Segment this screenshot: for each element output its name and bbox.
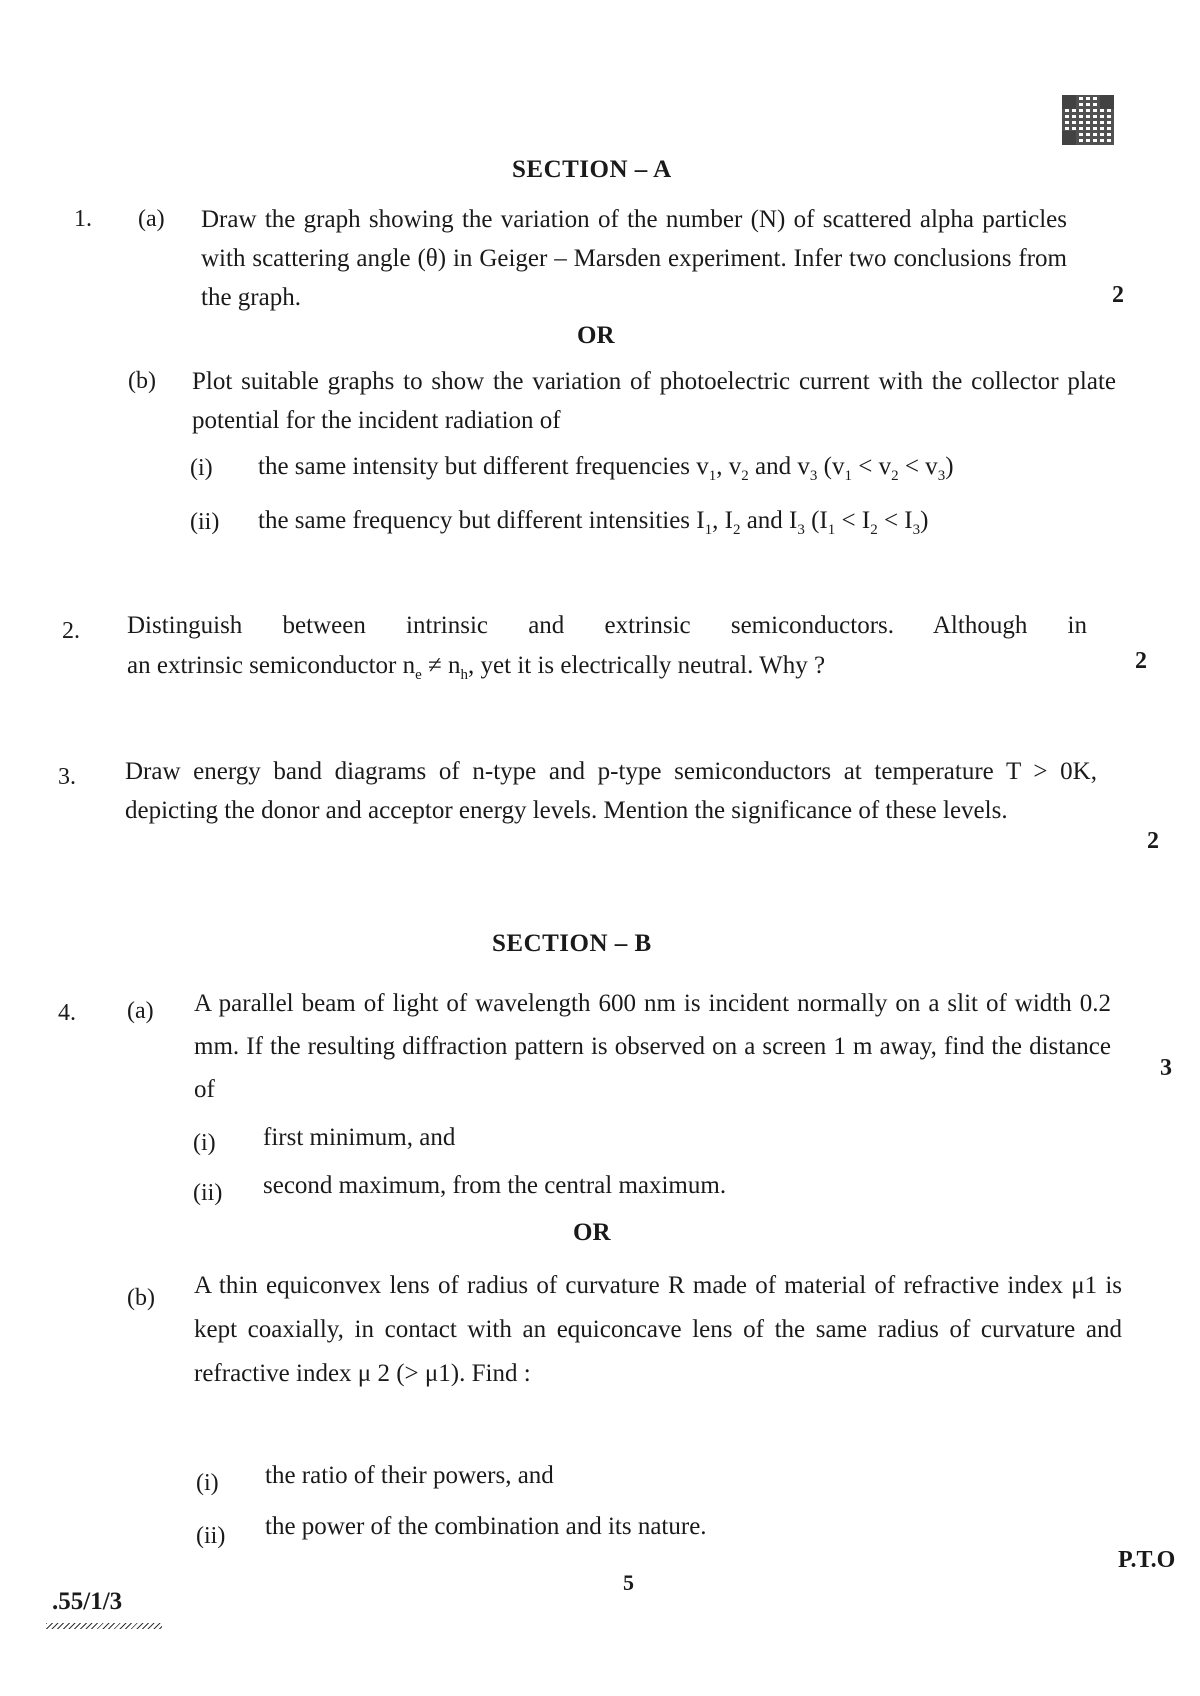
q2-number: 2. (62, 618, 80, 644)
q4-b-i-text: the ratio of their powers, and (265, 1462, 554, 1489)
pto-label: P.T.O (1118, 1547, 1176, 1573)
q4-b-ii-text: the power of the combination and its nature. (265, 1513, 707, 1540)
q1-b-text: Plot suitable graphs to show the variation of photoelectric current with the collector plate potential for the incident radiation of (192, 368, 1116, 434)
q1-a-text: Draw the graph showing the variation of the number (N) of scattered alpha particles with scattering angle (θ) in Geiger – Marsden experiment. Infer two conclusions from the graph. (201, 206, 1067, 311)
q4-number: 4. (58, 1000, 76, 1026)
q4-b-i-label: (i) (196, 1470, 219, 1496)
q1-b-label: (b) (128, 368, 156, 394)
q1-a-label: (a) (138, 206, 165, 232)
q1-b-ii-label: (ii) (190, 509, 220, 535)
q4-a-ii-label: (ii) (193, 1180, 223, 1206)
q1-b-ii-text: the same frequency but different intensities $I_1$, $I_2$ and $I_3$ $(I_1 < I_2 < I_3)$ (258, 507, 929, 538)
q4-or: OR (573, 1219, 611, 1246)
q4-a-label: (a) (127, 998, 154, 1024)
q1-marks: 2 (1112, 282, 1124, 308)
section-b-title: SECTION – B (492, 930, 652, 957)
q4-a-ii-text: second maximum, from the central maximum. (263, 1172, 727, 1199)
q2-marks: 2 (1135, 648, 1147, 674)
q1-b-i-text: the same intensity but different frequencies $v_1$, $v_2$ and $v_3$ $(v_1 < v_2 < v_3)$ (258, 453, 954, 484)
section-a-title: SECTION – A (512, 156, 672, 183)
page-number: 5 (623, 1570, 634, 1595)
qr-code (1062, 95, 1114, 145)
q4-a-i-text: first minimum, and (263, 1124, 456, 1151)
q4-a-text: A parallel beam of light of wavelength 600 nm is incident normally on a slit of width 0.2 mm. If the resulting diffraction pattern is observed on a screen 1 m away, find the distance of (194, 990, 1111, 1103)
q2-text-line2: an extrinsic semiconductor $n_e \ne n_h$, yet it is electrically neutral. Why ? (127, 652, 826, 683)
q1-b-i-label: (i) (190, 455, 213, 481)
wavy-underline (46, 1623, 162, 1629)
q4-b-label: (b) (127, 1285, 155, 1311)
q3-marks: 2 (1147, 828, 1159, 854)
q1-number: 1. (74, 206, 92, 232)
q2-text-line1: Distinguish between intrinsic and extrinsic semiconductors. Although in (127, 612, 1087, 639)
q3-text: Draw energy band diagrams of n-type and p-type semiconductors at temperature T > 0K, depicting the donor and acceptor energy levels. Mention the significance of these levels. (125, 758, 1097, 824)
paper-code: .55/1/3 (52, 1588, 123, 1615)
q1-or: OR (577, 322, 615, 349)
q4-marks: 3 (1160, 1055, 1172, 1081)
q4-a-i-label: (i) (193, 1130, 216, 1156)
q3-number: 3. (58, 764, 76, 790)
q4-b-text: A thin equiconvex lens of radius of curvature R made of material of refractive index μ1 is kept coaxially, in contact with an equiconcave lens of the same radius of curvature and refractive index μ 2 (> μ1). Find : (194, 1272, 1122, 1387)
q4-b-ii-label: (ii) (196, 1523, 226, 1549)
